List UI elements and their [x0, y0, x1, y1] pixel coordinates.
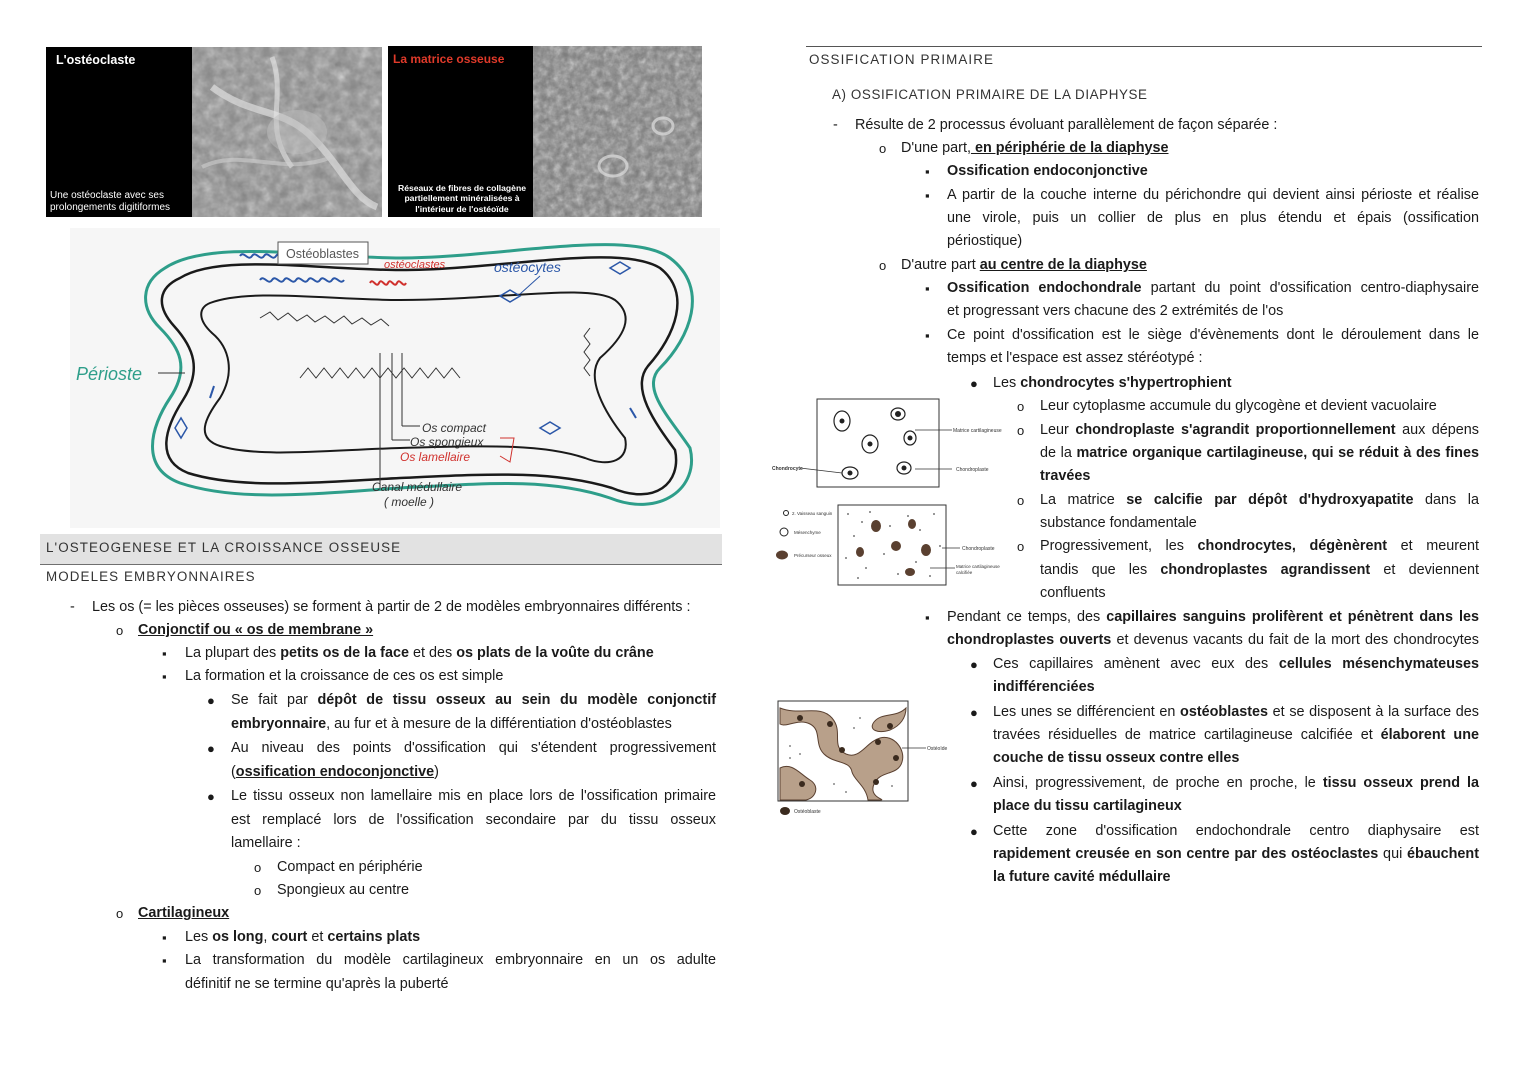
fig2-legend-vaisseau: 2. Vaisseau sanguin: [792, 511, 833, 516]
osteoblastes-line-1: Les unes se différencient en ostéoblastes et se disposent à la surface des: [993, 704, 1479, 720]
circle-bullet: o: [879, 141, 887, 156]
endochondrale-line-2: et progressant vers chacune des 2 extrémités de l'os: [947, 303, 1284, 319]
zone-line-3: la future cavité médullaire: [993, 869, 1171, 885]
dot-bullet: ●: [970, 657, 978, 672]
detail-3-line-2: est remplacé lors de l'ossification secondaire par du tissu osseux: [231, 812, 716, 828]
fig1-label-chondrocyte: Chondrocyte: [772, 466, 803, 472]
circle-bullet: o: [1017, 423, 1025, 438]
section-title-ossification: OSSIFICATION PRIMAIRE: [809, 52, 995, 67]
detail-1-line-1: Se fait par dépôt de tissu osseux au sein du modèle conjonctif: [231, 692, 716, 708]
dot-bullet: ●: [207, 789, 215, 804]
cart-bullet-1: Les os long, court et certains plats: [185, 929, 421, 945]
dash-bullet: -: [833, 117, 838, 133]
calcifie-line-2: substance fondamentale: [1040, 515, 1197, 531]
zone-line-2: rapidement creusée en son centre par des ostéoclastes qui ébauchent: [993, 846, 1480, 862]
fig1-label-matrice: Matrice cartilagineuse: [953, 428, 1002, 434]
label-os-spongieux: Os spongieux: [410, 435, 484, 449]
square-bullet: ▪: [925, 188, 930, 203]
osteoclast-caption: Une ostéoclaste avec ses prolongements digitiformes: [50, 190, 171, 213]
top-rule: [806, 46, 1482, 47]
osteoclast-title: L'ostéoclaste: [56, 53, 136, 67]
detail-2-line-2: (ossification endoconjonctive): [231, 764, 439, 780]
hypertrophie-line: Les chondrocytes s'hypertrophient: [993, 375, 1232, 391]
circle-bullet: o: [254, 860, 262, 875]
label-os-lamellaire: Os lamellaire: [400, 450, 471, 464]
square-bullet: ▪: [925, 281, 930, 296]
figure-calcified-matrix: [770, 502, 1010, 590]
circle-bullet: o: [1017, 539, 1025, 554]
square-bullet: ▪: [162, 669, 167, 684]
figure-osteoid: [770, 698, 960, 820]
fig2-legend-mesenchyme: Mésenchyme: [794, 530, 821, 535]
square-bullet: ▪: [925, 328, 930, 343]
sub-compact: Compact en périphérie: [277, 859, 423, 875]
dot-bullet: ●: [970, 824, 978, 839]
right-intro: Résulte de 2 processus évoluant parallèlement de façon séparée :: [855, 117, 1278, 133]
circle-bullet: o: [254, 883, 262, 898]
dot-bullet: ●: [207, 741, 215, 756]
periphery-line: D'une part, en périphérie de la diaphyse: [901, 140, 1169, 156]
mesenchymateuses-line-2: indifférenciées: [993, 679, 1095, 695]
fig1-label-chondroplaste: Chondroplaste: [956, 467, 989, 473]
bone-matrix-caption: Réseaux de fibres de collagène partiellement minéralisées à l'intérieur de l'ostéoïde: [397, 182, 526, 214]
conjonctif-title: Conjonctif ou « os de membrane »: [138, 622, 374, 638]
conj-bullet-1: La plupart des petits os de la face et des os plats de la voûte du crâne: [185, 645, 654, 661]
bone-matrix-photo: [388, 46, 702, 217]
circle-bullet: o: [1017, 493, 1025, 508]
progressivement-line-1: Ainsi, progressivement, de proche en proche, le tissu osseux prend la: [993, 775, 1479, 791]
progressivement-line-2: place du tissu cartilagineux: [993, 798, 1182, 814]
label-perioste: Périoste: [76, 364, 143, 384]
degenerent-line-2: tandis que les chondroplastes agrandissent et deviennent: [1040, 562, 1479, 578]
perichondre-line-2: une virole, puis un collier de plus en plus étendu et épais (ossification: [947, 210, 1479, 226]
bone-matrix-micrograph: [533, 46, 702, 217]
dot-bullet: ●: [970, 705, 978, 720]
dot-bullet: ●: [970, 776, 978, 791]
square-bullet: ▪: [925, 164, 930, 179]
degenerent-line-3: confluents: [1040, 585, 1106, 601]
perichondre-line-1: A partir de la couche interne du périchondre qui devient ainsi périoste et réalise: [947, 187, 1479, 203]
centre-line: D'autre part au centre de la diaphyse: [901, 257, 1147, 273]
cartilagineux-title: Cartilagineux: [138, 905, 230, 921]
circle-bullet: o: [1017, 399, 1025, 414]
chondroplaste-line-2: de la matrice organique cartilagineuse, qui se réduit à des fines: [1040, 445, 1479, 461]
label-osteoblastes: Ostéoblastes: [286, 247, 359, 261]
capillaires-line-2: chondroplastes ouverts et devenus vacants du fait de la mort des chondrocytes: [947, 632, 1479, 648]
square-bullet: ▪: [162, 930, 167, 945]
square-bullet: ▪: [162, 953, 167, 968]
calcifie-line-1: La matrice se calcifie par dépôt d'hydroxyapatite dans la: [1040, 492, 1479, 508]
chondroplaste-line-1: Leur chondroplaste s'agrandit proportionnellement aux dépens: [1040, 422, 1479, 438]
subsection-title-modeles: MODELES EMBRYONNAIRES: [46, 569, 256, 584]
long-bone-diagram: [70, 228, 720, 528]
fig2-label-chondroplaste: Chondroplaste: [962, 546, 995, 552]
dash-bullet: -: [70, 599, 75, 615]
label-osteocytes: ostéocytes: [494, 259, 561, 275]
dot-bullet: ●: [970, 376, 978, 391]
bone-matrix-title: La matrice osseuse: [393, 52, 505, 66]
conj-bullet-2: La formation et la croissance de ces os est simple: [185, 668, 504, 684]
ossification-endoconjonctive: Ossification endoconjonctive: [947, 163, 1148, 179]
cart-bullet-2-line-1: La transformation du modèle cartilagineux embryonnaire en un os adulte: [185, 952, 716, 968]
label-canal-moelle: ( moelle ): [384, 495, 435, 509]
square-bullet: ▪: [162, 646, 167, 661]
endochondrale-line-1: Ossification endochondrale partant du point d'ossification centro-diaphysaire: [947, 280, 1479, 296]
detail-3-line-1: Le tissu osseux non lamellaire mis en place lors de l'ossification primaire: [231, 788, 716, 804]
intro-line: Les os (= les pièces osseuses) se forment à partir de 2 de modèles embryonnaires différents :: [92, 599, 691, 615]
circle-bullet: o: [116, 906, 124, 921]
label-os-compact: Os compact: [422, 421, 487, 435]
fig2-legend-precurseur: Précurseur osseux: [794, 553, 832, 558]
detail-1-line-2: embryonnaire, au fur et à mesure de la différentiation d'ostéoblastes: [231, 716, 672, 732]
figure-chondrocytes: [770, 396, 1002, 492]
zone-line-1: Cette zone d'ossification endochondrale centro diaphysaire est: [993, 823, 1479, 839]
circle-bullet: o: [879, 258, 887, 273]
detail-2-line-1: Au niveau des points d'ossification qui s'étendent progressivement: [231, 740, 716, 756]
osteoblastes-line-2: travées résiduelles de matrice cartilagineuse calcifiée et élaborent une: [993, 727, 1479, 743]
fig2-label-matrice-l2: calcifiée: [956, 570, 973, 575]
fig3-label-osteoide: Ostéoïde: [927, 746, 948, 752]
label-canal-medullaire: Canal médullaire: [372, 480, 463, 494]
label-osteoclastes: ostéoclastes: [384, 259, 446, 271]
osteoclast-photo: [46, 47, 382, 217]
mesenchymateuses-line-1: Ces capillaires amènent avec eux des cellules mésenchymateuses: [993, 656, 1479, 672]
point-ossification-line-2: temps et l'espace est assez stéréotypé :: [947, 350, 1203, 366]
fig3-legend-osteoblaste: Ostéoblaste: [794, 809, 821, 815]
degenerent-line-1: Progressivement, les chondrocytes, dégènèrent et meurent: [1040, 538, 1479, 554]
sub-spongieux: Spongieux au centre: [277, 882, 410, 898]
subsection-title-diaphyse: A) OSSIFICATION PRIMAIRE DE LA DIAPHYSE: [832, 87, 1148, 102]
point-ossification-line-1: Ce point d'ossification est le siège d'évènements dont le déroulement dans le: [947, 327, 1479, 343]
dot-bullet: ●: [207, 693, 215, 708]
detail-3-line-3: lamellaire :: [231, 835, 301, 851]
osteoblastes-line-3: couche de tissu osseux contre elles: [993, 750, 1240, 766]
osteoclast-micrograph: [192, 47, 382, 217]
cytoplasme-line: Leur cytoplasme accumule du glycogène et devient vacuolaire: [1040, 398, 1437, 414]
cart-bullet-2-line-2: définitif ne se termine qu'après la puberté: [185, 976, 449, 992]
capillaires-line-1: Pendant ce temps, des capillaires sanguins prolifèrent et pénètrent dans les: [947, 609, 1479, 625]
circle-bullet: o: [116, 623, 124, 638]
chondroplaste-line-3: travées: [1040, 468, 1091, 484]
square-bullet: ▪: [925, 610, 930, 625]
fig2-label-matrice-l1: Matrice cartilagineuse: [956, 564, 1000, 569]
perichondre-line-3: périostique): [947, 233, 1023, 249]
section-title-osteogenese: L'OSTEOGENESE ET LA CROISSANCE OSSEUSE: [46, 540, 402, 555]
